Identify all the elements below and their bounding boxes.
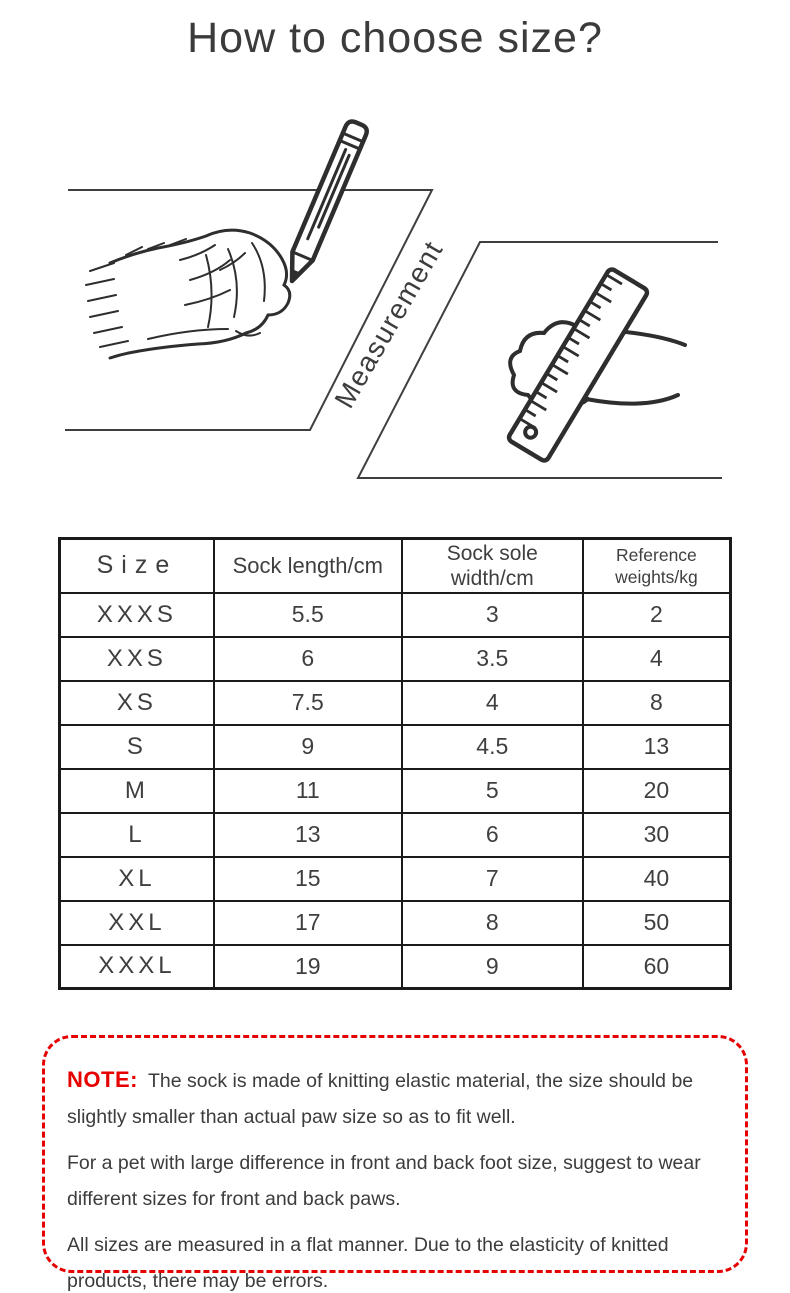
table-cell: 5.5 <box>214 593 402 637</box>
table-row <box>60 725 731 769</box>
note-label: NOTE: <box>67 1067 138 1092</box>
table-cell: 6 <box>214 637 402 681</box>
ruler-icon <box>507 268 649 463</box>
table-cell: 2 <box>583 593 731 637</box>
table-cell: 4 <box>402 681 583 725</box>
illustration-svg <box>30 95 760 527</box>
table-cell: M <box>60 769 214 813</box>
page-title: How to choose size? <box>187 14 603 62</box>
table-cell: 9 <box>214 725 402 769</box>
table-cell: 40 <box>583 857 731 901</box>
table-cell: XXS <box>60 637 214 681</box>
table-cell: L <box>60 813 214 857</box>
table-cell: 60 <box>583 945 731 989</box>
table-row <box>60 813 731 857</box>
table-cell: XXL <box>60 901 214 945</box>
table-cell: 6 <box>402 813 583 857</box>
table-cell: 13 <box>214 813 402 857</box>
measurement-illustration <box>30 95 760 527</box>
table-cell: 30 <box>583 813 731 857</box>
table-cell: XS <box>60 681 214 725</box>
note-paragraph: All sizes are measured in a flat manner. Due to the elasticity of knitted products, there may be errors. <box>67 1234 669 1292</box>
col-header-sock-length: Sock length/cm <box>214 539 402 593</box>
col-header-reference-weight: Reference weights/kg <box>583 539 731 593</box>
dog-paw-sketch <box>86 230 290 358</box>
table-row <box>60 769 731 813</box>
note-box <box>42 1035 748 1292</box>
measurement-label: Measurement <box>328 235 450 414</box>
table-cell: 4 <box>583 637 731 681</box>
table-row <box>60 593 731 637</box>
pencil-icon <box>282 119 369 285</box>
table-cell: 7.5 <box>214 681 402 725</box>
table-cell: 17 <box>214 901 402 945</box>
paper-sheet-left <box>65 190 432 430</box>
note-paragraph: For a pet with large difference in front and back foot size, suggest to wear different sizes for front and back paws. <box>67 1152 701 1210</box>
table-cell: 11 <box>214 769 402 813</box>
table-cell: 20 <box>583 769 731 813</box>
table-row <box>60 681 731 725</box>
table-cell: XXXS <box>60 593 214 637</box>
table-cell: 9 <box>402 945 583 989</box>
table-cell: 4.5 <box>402 725 583 769</box>
table-cell: 3.5 <box>402 637 583 681</box>
table-header-row <box>60 539 731 593</box>
table-cell: 13 <box>583 725 731 769</box>
note-text: The sock is made of knitting elastic material, the size should be slightly smaller than actual paw size so as to fit well. <box>67 1070 694 1128</box>
table-row <box>60 637 731 681</box>
table-cell: 3 <box>402 593 583 637</box>
table-cell: XXXL <box>60 945 214 989</box>
note-paragraph <box>67 1062 721 1135</box>
table-cell: 5 <box>402 769 583 813</box>
table-cell: 19 <box>214 945 402 989</box>
size-table <box>58 537 732 990</box>
table-cell: 7 <box>402 857 583 901</box>
table-row <box>60 901 731 945</box>
col-header-size: Size <box>60 539 214 593</box>
table-cell: 15 <box>214 857 402 901</box>
table-cell: XL <box>60 857 214 901</box>
table-cell: 8 <box>583 681 731 725</box>
table-row <box>60 945 731 989</box>
table-cell: 8 <box>402 901 583 945</box>
col-header-sole-width: Sock sole width/cm <box>402 539 583 593</box>
table-cell: S <box>60 725 214 769</box>
table-row <box>60 857 731 901</box>
table-cell: 50 <box>583 901 731 945</box>
